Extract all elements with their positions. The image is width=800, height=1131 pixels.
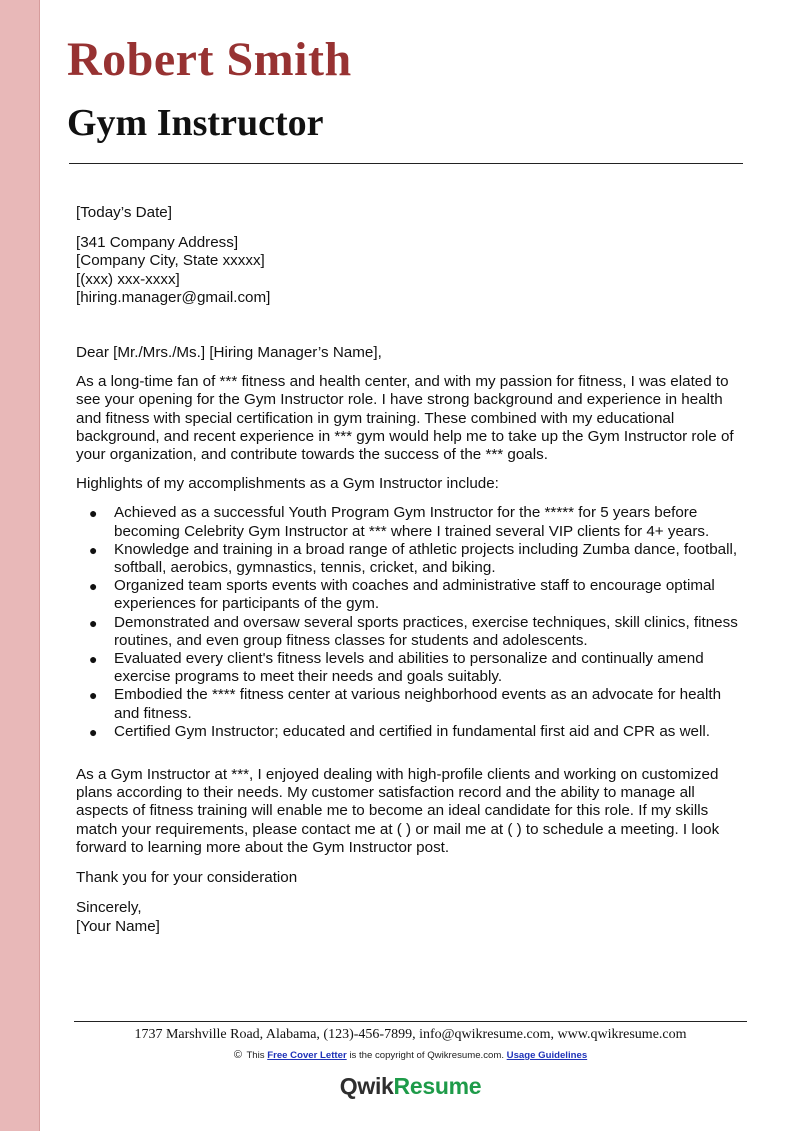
bullet-text: Achieved as a successful Youth Program Gym Instructor for the ***** for 5 years before becoming Celebrity Gym Instructor at *** where I trained several VIP clients for 4+ years. xyxy=(114,504,710,540)
header-divider xyxy=(69,163,743,164)
letter-body xyxy=(76,204,746,936)
sign-off: Sincerely, xyxy=(76,899,142,917)
applicant-name: Robert Smith xyxy=(67,33,352,86)
recipient-city: [Company City, State xxxxx] xyxy=(76,252,265,270)
bullet-text: Knowledge and training in a broad range of athletic projects including Zumba dance, football, softball, aerobics, gymnastics, tennis, cricket, and biking. xyxy=(114,540,738,577)
list-item xyxy=(76,650,746,686)
bullet-text: Certified Gym Instructor; educated and certified in fundamental first aid and CPR as well. xyxy=(114,722,710,740)
list-item xyxy=(76,541,746,577)
recipient-address: [341 Company Address] xyxy=(76,234,239,252)
copyright-icon: © xyxy=(233,1049,242,1061)
usage-guidelines-link[interactable]: Usage Guidelines xyxy=(506,1050,588,1061)
copyright-prefix: This xyxy=(246,1050,265,1061)
closing-paragraph: As a Gym Instructor at ***, I enjoyed dealing with high-profile clients and working on customized plans according to their needs. My customer satisfaction record and the ability to manage all aspects of fitness training will enable me to become an ideal candidate for this role. If my skills match your requirements, please contact me at ( ) or mail me at ( ) to schedule a meeting. I look forward to learning more about the Gym Instructor post. xyxy=(76,766,720,856)
bullet-icon: ● xyxy=(89,578,98,595)
copyright-text: is the copyright of Qwikresume.com. xyxy=(349,1050,504,1061)
bullet-text: Organized team sports events with coaches and administrative staff to encourage optimal experiences for participants of the gym. xyxy=(114,577,715,613)
qwikresume-logo[interactable] xyxy=(74,1073,747,1100)
accomplishments-list xyxy=(76,504,746,741)
bullet-text: Evaluated every client's fitness levels and abilities to personalize and continually amend exercise programs to meet their needs and goals suitably. xyxy=(114,650,704,686)
free-cover-letter-link[interactable]: Free Cover Letter xyxy=(267,1050,347,1061)
copyright-line xyxy=(74,1049,747,1061)
bullet-icon: ● xyxy=(89,651,98,668)
list-item xyxy=(76,614,746,650)
bullet-text: Embodied the **** fitness center at various neighborhood events as an advocate for health and fitness. xyxy=(114,686,722,722)
bullet-icon: ● xyxy=(89,614,98,631)
highlights-intro: Highlights of my accomplishments as a Gym Instructor include: xyxy=(76,475,499,493)
bullet-text: Demonstrated and oversaw several sports practices, exercise techniques, skill clinics, fitness routines, and even group fitness classes for students and adolescents. xyxy=(114,613,738,649)
list-item xyxy=(76,723,746,741)
list-item xyxy=(76,504,746,540)
letter-date: [Today’s Date] xyxy=(76,204,172,221)
decorative-sidebar xyxy=(0,0,40,1131)
bullet-icon: ● xyxy=(89,505,98,522)
bullet-icon: ● xyxy=(89,687,98,704)
list-item xyxy=(76,686,746,722)
intro-paragraph: As a long-time fan of *** fitness and health center, and with my passion for fitness, I was elated to see your opening for the Gym Instructor role. I have strong background and experience in health and fitness with special certification in gym training. These combined with my educational background, and recent experience in *** gym would help me to take up the Gym Instructor role of your organization, and contribute towards the success of the *** goals. xyxy=(76,373,734,464)
signature-name: [Your Name] xyxy=(76,917,160,935)
bullet-icon: ● xyxy=(89,723,98,740)
recipient-email: [hiring.manager@gmail.com] xyxy=(76,288,271,306)
salutation: Dear [Mr./Mrs./Ms.] [Hiring Manager’s Name], xyxy=(76,344,382,362)
recipient-block xyxy=(76,234,746,307)
bullet-icon: ● xyxy=(89,541,98,558)
logo-text-qwik: Qwik xyxy=(339,1073,394,1099)
recipient-phone: [(xxx) xxx-xxxx] xyxy=(76,270,180,288)
footer-address: 1737 Marshville Road, Alabama, (123)-456-7899, info@qwikresume.com, www.qwikresume.com xyxy=(134,1027,687,1042)
footer-divider xyxy=(74,1021,747,1022)
job-title: Gym Instructor xyxy=(67,102,324,144)
thanks-line: Thank you for your consideration xyxy=(76,869,298,887)
logo-text-resume: Resume xyxy=(393,1073,482,1099)
list-item xyxy=(76,577,746,613)
